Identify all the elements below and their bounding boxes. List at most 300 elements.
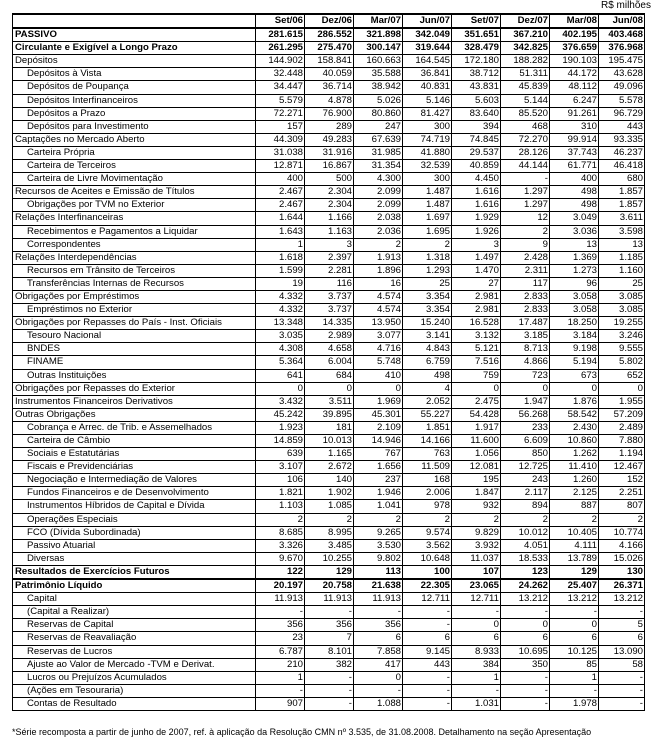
value-cell: 300 (403, 120, 452, 133)
row-label: Obrigações por TVM no Exterior (13, 199, 256, 212)
row-label: Reservas de Capital (13, 619, 256, 632)
value-cell: 382 (305, 658, 354, 671)
value-cell: 12.711 (452, 593, 501, 606)
value-cell: 25 (599, 277, 645, 290)
value-cell: 907 (256, 697, 305, 710)
value-cell: 8.101 (305, 645, 354, 658)
value-cell: 3 (452, 238, 501, 251)
value-cell: 74.845 (452, 133, 501, 146)
value-cell: 10.860 (550, 435, 599, 448)
value-cell: 44.144 (501, 160, 550, 173)
value-cell: 11.913 (305, 593, 354, 606)
value-cell: 41.880 (403, 146, 452, 159)
value-cell: 1.847 (452, 487, 501, 500)
value-cell: 498 (403, 369, 452, 382)
value-cell: 10.255 (305, 552, 354, 565)
value-cell: 44.172 (550, 68, 599, 81)
value-cell: 2.251 (599, 487, 645, 500)
table-row (13, 632, 645, 645)
row-label: Cobrança e Arrec. de Trib. e Assemelhados (13, 421, 256, 434)
value-cell: 19.255 (599, 317, 645, 330)
value-cell: 1.185 (599, 251, 645, 264)
row-label: Negociação e Intermediação de Valores (13, 474, 256, 487)
value-cell: 887 (550, 500, 599, 513)
value-cell: 18.533 (501, 552, 550, 565)
value-cell: - (452, 606, 501, 619)
value-cell: - (550, 606, 599, 619)
value-cell: 20.197 (256, 579, 305, 593)
table-row (13, 461, 645, 474)
value-cell: 0 (256, 382, 305, 395)
value-cell: 2 (403, 238, 452, 251)
row-label: Depósitos (13, 55, 256, 68)
value-cell: 247 (354, 120, 403, 133)
value-cell: 93.335 (599, 133, 645, 146)
table-row (13, 55, 645, 68)
value-cell: 5.026 (354, 94, 403, 107)
value-cell: 319.644 (403, 42, 452, 55)
value-cell: 210 (256, 658, 305, 671)
value-cell: 300 (403, 173, 452, 186)
value-cell: 5.364 (256, 356, 305, 369)
value-cell: 3.611 (599, 212, 645, 225)
value-cell: 402.195 (550, 28, 599, 42)
value-cell: 12.081 (452, 461, 501, 474)
value-cell: 13.212 (550, 593, 599, 606)
value-cell: 31.354 (354, 160, 403, 173)
value-cell: 129 (305, 565, 354, 579)
value-cell: 3.058 (550, 304, 599, 317)
value-cell: 367.210 (501, 28, 550, 42)
value-cell: 17.487 (501, 317, 550, 330)
value-cell: 130 (599, 565, 645, 579)
value-cell: 12.711 (403, 593, 452, 606)
value-cell: 6.609 (501, 435, 550, 448)
value-cell: 6.004 (305, 356, 354, 369)
value-cell: 2.489 (599, 421, 645, 434)
value-cell: 281.615 (256, 28, 305, 42)
value-cell: 1.618 (256, 251, 305, 264)
value-cell: 31.916 (305, 146, 354, 159)
value-cell: 16.528 (452, 317, 501, 330)
value-cell: 16 (354, 277, 403, 290)
value-cell: 673 (550, 369, 599, 382)
row-label: Recursos em Trânsito de Terceiros (13, 264, 256, 277)
value-cell: - (501, 606, 550, 619)
value-cell: 3.184 (550, 330, 599, 343)
value-cell: 498 (550, 186, 599, 199)
value-cell: 14.946 (354, 435, 403, 448)
value-cell: 356 (256, 619, 305, 632)
value-cell: 1.978 (550, 697, 599, 710)
value-cell: - (305, 697, 354, 710)
table-row (13, 369, 645, 382)
value-cell: 116 (305, 277, 354, 290)
value-cell: 2.475 (452, 395, 501, 408)
value-cell: 11.600 (452, 435, 501, 448)
value-cell: 35.588 (354, 68, 403, 81)
value-cell: 3.326 (256, 539, 305, 552)
table-row (13, 173, 645, 186)
value-cell: 14.859 (256, 435, 305, 448)
value-cell: 1.165 (305, 448, 354, 461)
row-label: (Capital a Realizar) (13, 606, 256, 619)
value-cell: 13.090 (599, 645, 645, 658)
value-cell: 1.969 (354, 395, 403, 408)
value-cell: 8.995 (305, 526, 354, 539)
value-cell: - (403, 697, 452, 710)
value-cell: 31.038 (256, 146, 305, 159)
row-label: Resultados de Exercícios Futuros (13, 565, 256, 579)
row-label: Carteira Própria (13, 146, 256, 159)
value-cell: 2.117 (501, 487, 550, 500)
value-cell: - (305, 684, 354, 697)
table-row (13, 448, 645, 461)
value-cell: 9.574 (403, 526, 452, 539)
value-cell: 2.430 (550, 421, 599, 434)
period-header: Mar/08 (550, 14, 599, 28)
value-cell: 144.902 (256, 55, 305, 68)
value-cell: 2.304 (305, 186, 354, 199)
value-cell: 3.737 (305, 304, 354, 317)
value-cell: 384 (452, 658, 501, 671)
value-cell: 2.036 (354, 225, 403, 238)
value-cell: 40.831 (403, 81, 452, 94)
value-cell: 376.659 (550, 42, 599, 55)
value-cell: 2 (305, 513, 354, 526)
value-cell: 67.639 (354, 133, 403, 146)
value-cell: 4.716 (354, 343, 403, 356)
value-cell: - (305, 606, 354, 619)
table-row (13, 304, 645, 317)
value-cell: 3.058 (550, 290, 599, 303)
value-cell: 4.332 (256, 290, 305, 303)
value-cell: 32.448 (256, 68, 305, 81)
table-row (13, 264, 645, 277)
value-cell: 10.125 (550, 645, 599, 658)
value-cell: 807 (599, 500, 645, 513)
value-cell: 129 (550, 565, 599, 579)
value-cell: 3.141 (403, 330, 452, 343)
value-cell: 38.712 (452, 68, 501, 81)
value-cell: 1 (452, 671, 501, 684)
value-cell: 4.658 (305, 343, 354, 356)
row-label: PASSIVO (13, 28, 256, 42)
value-cell: 2 (550, 513, 599, 526)
value-cell: 1.056 (452, 448, 501, 461)
row-label: FINAME (13, 356, 256, 369)
value-cell: 10.695 (501, 645, 550, 658)
value-cell: 342.049 (403, 28, 452, 42)
table-row (13, 697, 645, 710)
value-cell: 5.144 (501, 94, 550, 107)
value-cell: 46.418 (599, 160, 645, 173)
value-cell: - (403, 684, 452, 697)
value-cell: 19 (256, 277, 305, 290)
table-row (13, 606, 645, 619)
table-row (13, 356, 645, 369)
value-cell: 91.261 (550, 107, 599, 120)
value-cell: 2.099 (354, 199, 403, 212)
value-cell: 3.485 (305, 539, 354, 552)
value-cell: 15.026 (599, 552, 645, 565)
value-cell: 4.332 (256, 304, 305, 317)
value-cell: 5.146 (403, 94, 452, 107)
value-cell: 2 (501, 513, 550, 526)
value-cell: 0 (305, 382, 354, 395)
value-cell: 5.121 (452, 343, 501, 356)
value-cell: 12.467 (599, 461, 645, 474)
value-cell: 3.562 (403, 539, 452, 552)
table-row (13, 395, 645, 408)
value-cell: 13.212 (599, 593, 645, 606)
value-cell: 13.212 (501, 593, 550, 606)
value-cell: 1.821 (256, 487, 305, 500)
value-cell: 1.369 (550, 251, 599, 264)
value-cell: 3.354 (403, 304, 452, 317)
table-row (13, 565, 645, 579)
value-cell: 43.628 (599, 68, 645, 81)
value-cell: 46.237 (599, 146, 645, 159)
value-cell: 1.947 (501, 395, 550, 408)
table-row (13, 513, 645, 526)
value-cell: 1.876 (550, 395, 599, 408)
value-cell: 1.262 (550, 448, 599, 461)
value-cell: 2.006 (403, 487, 452, 500)
value-cell: 5.748 (354, 356, 403, 369)
value-cell: 1.293 (403, 264, 452, 277)
value-cell: 22.305 (403, 579, 452, 593)
value-cell: 13.348 (256, 317, 305, 330)
value-cell: 6 (501, 632, 550, 645)
value-cell: 300.147 (354, 42, 403, 55)
value-cell: 1.656 (354, 461, 403, 474)
value-cell: 9.198 (550, 343, 599, 356)
value-cell: 13.950 (354, 317, 403, 330)
period-header: Dez/07 (501, 14, 550, 28)
period-header: Set/07 (452, 14, 501, 28)
value-cell: 1.616 (452, 186, 501, 199)
value-cell: 1.103 (256, 500, 305, 513)
value-cell: 10.405 (550, 526, 599, 539)
value-cell: 723 (501, 369, 550, 382)
row-label: Depósitos à Vista (13, 68, 256, 81)
value-cell: 3.085 (599, 290, 645, 303)
value-cell: 1.487 (403, 186, 452, 199)
row-label: Instrumentos Híbridos de Capital e Dívida (13, 500, 256, 513)
value-cell: 2 (452, 513, 501, 526)
table-row (13, 146, 645, 159)
table-row (13, 382, 645, 395)
value-cell: 190.103 (550, 55, 599, 68)
table-row (13, 487, 645, 500)
value-cell: 1.194 (599, 448, 645, 461)
value-cell: - (354, 684, 403, 697)
value-cell: 11.410 (550, 461, 599, 474)
value-cell: 403.468 (599, 28, 645, 42)
value-cell: 13.789 (550, 552, 599, 565)
row-label: Relações Interdependências (13, 251, 256, 264)
value-cell: 468 (501, 120, 550, 133)
value-cell: 0 (354, 671, 403, 684)
value-cell: 49.096 (599, 81, 645, 94)
value-cell: 8.685 (256, 526, 305, 539)
value-cell: 9.145 (403, 645, 452, 658)
value-cell: 0 (354, 382, 403, 395)
value-cell: 652 (599, 369, 645, 382)
value-cell: 1.917 (452, 421, 501, 434)
value-cell: 1.616 (452, 199, 501, 212)
value-cell: 351.651 (452, 28, 501, 42)
row-label: Reservas de Reavaliação (13, 632, 256, 645)
value-cell: 2.052 (403, 395, 452, 408)
value-cell: 49.283 (305, 133, 354, 146)
value-cell: 0 (599, 382, 645, 395)
row-label: Capital (13, 593, 256, 606)
value-cell: 25 (403, 277, 452, 290)
table-row (13, 42, 645, 55)
value-cell: 61.771 (550, 160, 599, 173)
value-cell: 275.470 (305, 42, 354, 55)
value-cell: 34.447 (256, 81, 305, 94)
value-cell: 1.946 (354, 487, 403, 500)
table-row (13, 290, 645, 303)
row-label: BNDES (13, 343, 256, 356)
row-label: Correspondentes (13, 238, 256, 251)
value-cell: 5.578 (599, 94, 645, 107)
value-cell: 3.737 (305, 290, 354, 303)
row-label: Obrigações por Repasses do Exterior (13, 382, 256, 395)
value-cell: 1 (256, 238, 305, 251)
value-cell: 4.166 (599, 539, 645, 552)
value-cell: 164.545 (403, 55, 452, 68)
value-cell: 3 (305, 238, 354, 251)
table-row (13, 330, 645, 343)
value-cell: 1.695 (403, 225, 452, 238)
value-cell: 2 (354, 513, 403, 526)
value-cell: 3.185 (501, 330, 550, 343)
value-cell: 1.085 (305, 500, 354, 513)
table-row (13, 107, 645, 120)
value-cell: 172.180 (452, 55, 501, 68)
table-row (13, 579, 645, 593)
value-cell: 2 (354, 238, 403, 251)
value-cell: 83.640 (452, 107, 501, 120)
value-cell: 3.530 (354, 539, 403, 552)
value-cell: 1.857 (599, 186, 645, 199)
value-cell: 350 (501, 658, 550, 671)
value-cell: 1.697 (403, 212, 452, 225)
value-cell: 36.841 (403, 68, 452, 81)
value-cell: - (403, 606, 452, 619)
value-cell: 72.270 (501, 133, 550, 146)
value-cell: 56.268 (501, 408, 550, 421)
value-cell: 932 (452, 500, 501, 513)
period-header: Set/06 (256, 14, 305, 28)
value-cell: 11.913 (354, 593, 403, 606)
value-cell: 1.297 (501, 199, 550, 212)
value-cell: 443 (599, 120, 645, 133)
value-cell: 394 (452, 120, 501, 133)
row-label: Diversas (13, 552, 256, 565)
value-cell: 23 (256, 632, 305, 645)
row-label: Carteira de Terceiros (13, 160, 256, 173)
value-cell: 57.209 (599, 408, 645, 421)
value-cell: 310 (550, 120, 599, 133)
value-cell: 3.511 (305, 395, 354, 408)
value-cell: 45.242 (256, 408, 305, 421)
value-cell: 9.670 (256, 552, 305, 565)
value-cell: 4.051 (501, 539, 550, 552)
value-cell: 3.077 (354, 330, 403, 343)
value-cell: 3.132 (452, 330, 501, 343)
value-cell: 233 (501, 421, 550, 434)
value-cell: 1.273 (550, 264, 599, 277)
value-cell: 2.467 (256, 199, 305, 212)
table-row (13, 317, 645, 330)
value-cell: 1.926 (452, 225, 501, 238)
value-cell: 26.371 (599, 579, 645, 593)
value-cell: 3.036 (550, 225, 599, 238)
value-cell: 27 (452, 277, 501, 290)
value-cell: 3.432 (256, 395, 305, 408)
balance-sheet-table (12, 13, 645, 711)
value-cell: 10.774 (599, 526, 645, 539)
value-cell: 8.933 (452, 645, 501, 658)
table-row (13, 68, 645, 81)
table-row (13, 474, 645, 487)
row-label: Outras Instituições (13, 369, 256, 382)
value-cell: 188.282 (501, 55, 550, 68)
row-label: Recursos de Aceites e Emissão de Títulos (13, 186, 256, 199)
value-cell: 1.297 (501, 186, 550, 199)
value-cell: 1.088 (354, 697, 403, 710)
table-row (13, 645, 645, 658)
table-row (13, 408, 645, 421)
value-cell: 10.012 (501, 526, 550, 539)
value-cell: 5.194 (550, 356, 599, 369)
value-cell: 2.833 (501, 290, 550, 303)
value-cell: 15.240 (403, 317, 452, 330)
table-row (13, 225, 645, 238)
value-cell: 1.929 (452, 212, 501, 225)
row-label: Depósitos para Investimento (13, 120, 256, 133)
value-cell: 6 (550, 632, 599, 645)
value-cell: 10.013 (305, 435, 354, 448)
row-label: (Ações em Tesouraria) (13, 684, 256, 697)
value-cell: 2.125 (550, 487, 599, 500)
value-cell: 1.470 (452, 264, 501, 277)
row-label: FCO (Dívida Subordinada) (13, 526, 256, 539)
value-cell: 0 (501, 382, 550, 395)
value-cell: 20.758 (305, 579, 354, 593)
value-cell: - (599, 671, 645, 684)
value-cell: 10.648 (403, 552, 452, 565)
table-row (13, 421, 645, 434)
value-cell: 1.955 (599, 395, 645, 408)
row-label: Lucros ou Prejuízos Acumulados (13, 671, 256, 684)
value-cell: 2.428 (501, 251, 550, 264)
row-label: Carteira de Livre Movimentação (13, 173, 256, 186)
value-cell: 400 (550, 173, 599, 186)
value-cell: 2.467 (256, 186, 305, 199)
value-cell: 58 (599, 658, 645, 671)
value-cell: 7.880 (599, 435, 645, 448)
period-header: Mar/07 (354, 14, 403, 28)
value-cell: 3.107 (256, 461, 305, 474)
value-cell: 4.574 (354, 304, 403, 317)
value-cell: 4.843 (403, 343, 452, 356)
